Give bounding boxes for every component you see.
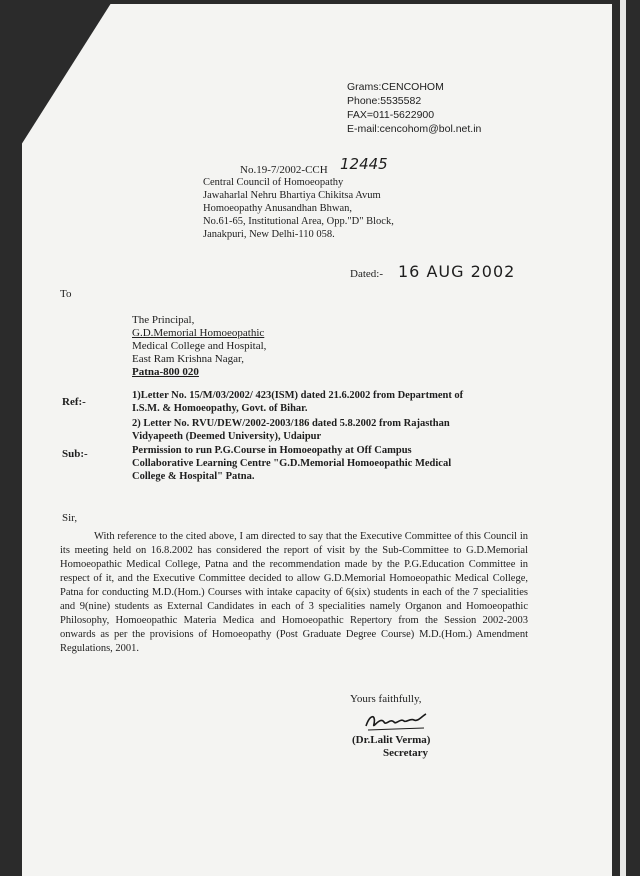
recipient-line-4: East Ram Krishna Nagar, xyxy=(132,353,244,365)
recipient-line-3: Medical College and Hospital, xyxy=(132,340,267,352)
dated-label: Dated:- xyxy=(350,268,383,280)
handwritten-number: 12445 xyxy=(340,155,388,173)
fax-line: FAX=011-5622900 xyxy=(347,109,435,121)
sender-line-2: Jawaharlal Nehru Bhartiya Chikitsa Avum xyxy=(203,190,381,201)
sender-line-4: No.61-65, Institutional Area, Opp."D" Block, xyxy=(203,216,394,227)
ref2-line-2: Vidyapeeth (Deemed University), Udaipur xyxy=(132,431,322,442)
body-paragraph: With reference to the cited above, I am directed to say that the Executive Committee of this Council in its meeting held on 16.8.2002 has considered the report of visit by the Sub-Committee to G.D.Memorial Homoeopathic Medical College, Patna and the recommendation made by the P.G.Education Committee in respect of it, and the Executive Committee decided to allow G.D.Memorial Homoeopathic Medical College, Patna for conducting M.D.(Hom.) Courses with intake capacity of 6(six) students in each of the 7 specialities and 9(nine) students as External Candidates in each of 3 specialities namely Organon and Homoeopathic Philosophy, Homoeopathic Materia Medica and Homoeopathic Repertory from the Session 2002-2003 onwards as per the provisions of Homoeopathy (Post Graduate Degree Course) M.D.(Hom.) Amendment Regulations, 2001. xyxy=(60,531,528,654)
recipient-line-5: Patna-800 020 xyxy=(132,366,199,378)
signatory-title: Secretary xyxy=(383,747,428,759)
sub-line-1: Permission to run P.G.Course in Homoeopathy at Off Campus xyxy=(132,445,412,456)
scan-edge xyxy=(620,0,626,876)
recipient-line-2: G.D.Memorial Homoeopathic xyxy=(132,327,265,339)
closing: Yours faithfully, xyxy=(350,693,422,705)
to-label: To xyxy=(60,288,72,300)
salutation: Sir, xyxy=(62,512,78,524)
ref1-line-2: I.S.M. & Homoeopathy, Govt. of Bihar. xyxy=(132,403,308,414)
grams-line: Grams:CENCOHOM xyxy=(347,81,444,93)
email-line: E-mail:cencohom@bol.net.in xyxy=(347,123,482,135)
phone-line: Phone:5535582 xyxy=(347,95,422,107)
sender-line-5: Janakpuri, New Delhi-110 058. xyxy=(203,229,335,240)
ref-label: Ref:- xyxy=(62,396,86,408)
sender-line-1: Central Council of Homoeopathy xyxy=(203,177,344,188)
ref1-line-1: 1)Letter No. 15/M/03/2002/ 423(ISM) dated 21.6.2002 from Department of xyxy=(132,390,464,401)
dated-stamp: 16 AUG 2002 xyxy=(398,262,516,281)
sub-line-3: College & Hospital" Patna. xyxy=(132,471,255,482)
ref2-line-1: 2) Letter No. RVU/DEW/2002-2003/186 dated 5.8.2002 from Rajasthan xyxy=(132,418,450,429)
recipient-line-1: The Principal, xyxy=(132,314,195,326)
letter-number: No.19-7/2002-CCH xyxy=(240,164,328,176)
signature xyxy=(362,706,432,734)
signatory-name: (Dr.Lalit Verma) xyxy=(352,734,431,746)
sender-line-3: Homoeopathy Anusandhan Bhwan, xyxy=(203,203,353,214)
sub-line-2: Collaborative Learning Centre "G.D.Memorial Homoeopathic Medical xyxy=(132,458,452,469)
sub-label: Sub:- xyxy=(62,448,88,460)
